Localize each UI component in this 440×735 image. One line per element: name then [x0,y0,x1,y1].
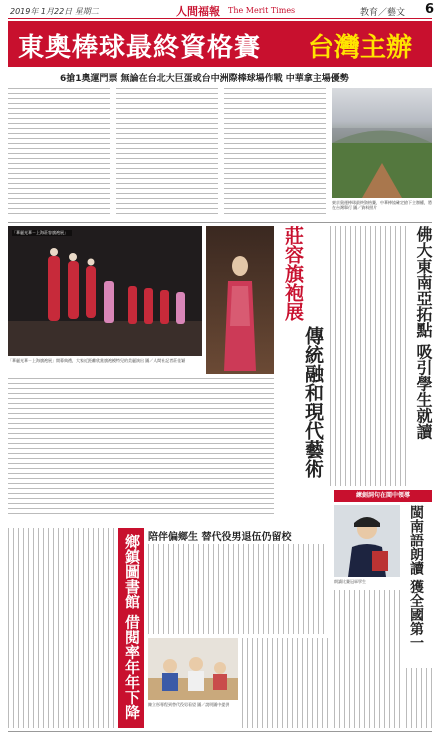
rural-story-title: 陪伴偏鄉生 替代役男退伍仍留校 [148,532,292,543]
buddha-story-title: 佛大東南亞拓點 吸引學生就讀 [414,226,433,440]
library-story-title-box [118,528,144,728]
library-story-title: 鄉鎮圖書館 借閱率年年下降 [123,534,141,720]
runway-illustration [8,226,202,356]
subheadline: 6搶1奧運門票 無論在台北大巨蛋或台中洲際棒球場作戰 中華拿主場優勢 [60,74,349,84]
baseball-article-col1 [8,88,110,218]
qipao-model-photo [206,226,274,374]
page-bottom-rule [8,731,432,732]
issue-date: 2019年 1月22日 星期二 [10,7,99,16]
student-article-text [334,590,400,728]
classroom-caption: 陳立彤專程到替代役男看望 圖／說明圖中提供 [148,702,230,707]
photo-sign: 「華麗光華－上海莊容旗袍展」 [12,230,72,236]
baseball-article-col3 [224,88,326,218]
student-story-title: 閩南語朗讀 獲全國第一 [408,505,424,650]
section-divider [8,222,432,223]
rural-article-text-2 [242,638,328,728]
library-article-text [8,528,114,728]
buddha-article-text [330,226,408,486]
qipao-show-photo [8,226,202,356]
qipao-title-line1: 莊容旗袍展 [282,226,304,321]
student-photo [334,505,400,577]
headline-highlight: 台灣主辦 [308,33,413,63]
classroom-illustration [148,638,238,700]
student-caption: 朗讀比賽冠軍學生 [334,579,366,584]
masthead-logo: 人間福報 [176,5,220,18]
page-header [0,0,440,20]
section-label: 教育／藝文 [360,8,406,18]
classroom-photo [148,638,238,700]
stadium-illustration [332,88,432,198]
student-banner-text: 練劍詞句在閩中領導 [355,492,410,499]
student-article-text-2 [406,668,432,728]
baseball-article-col2 [116,88,218,218]
model-illustration [206,226,274,374]
rural-article-text [148,544,328,634]
student-illustration [334,505,400,577]
qipao-title-line2: 傳統融和現代藝術 [302,326,324,478]
headline-banner [8,21,432,67]
qipao-article-text [8,378,274,518]
student-story-banner [334,490,432,502]
baseball-stadium-photo [332,88,432,198]
qipao-caption: 「華麗光華－上海旗袍展」開幕典禮，大家近距離欣賞旗袍模特兒的美麗演出 圖／人間社記者莊佳穎 [8,358,186,363]
baseball-photo-caption: 東京奧運棒球最終資格賽，中華棒協確定搶下主辦權，將在台灣舉行 圖／資料照片 [332,200,432,211]
page-number: 6 [425,2,435,17]
qipao-title [278,226,326,526]
masthead-english: The Merit Times [228,6,296,15]
header-rule [8,18,432,19]
headline-main: 東奧棒球最終資格賽 [18,33,262,63]
